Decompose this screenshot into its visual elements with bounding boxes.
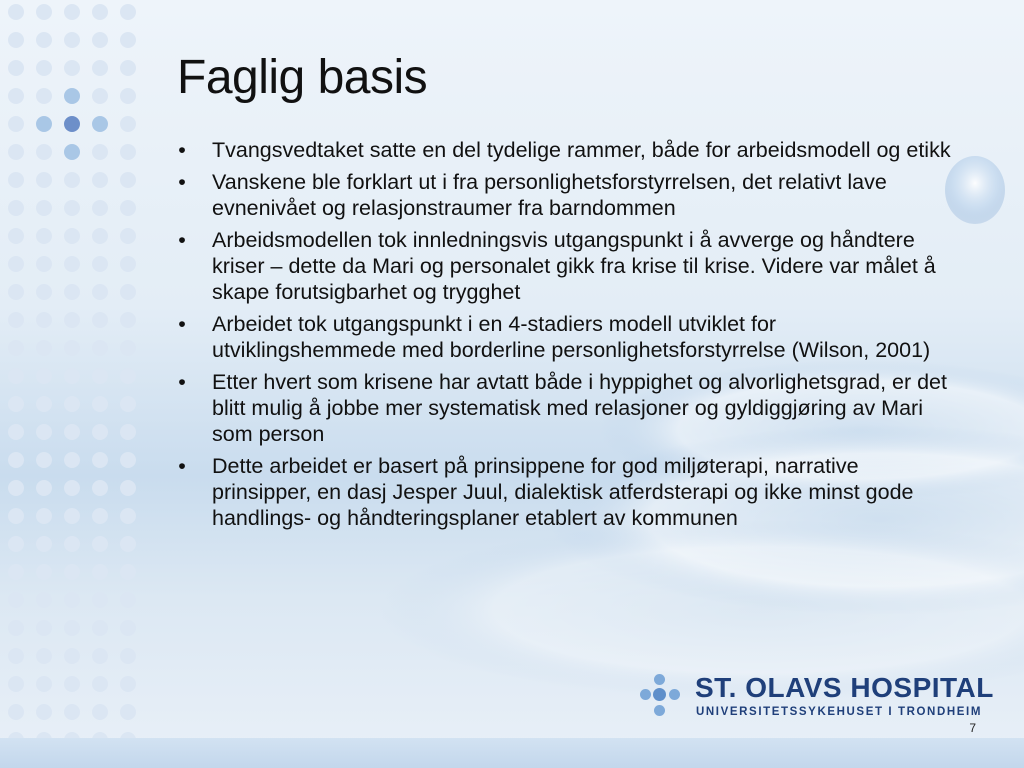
decorative-dot xyxy=(8,536,24,552)
decorative-dot xyxy=(64,88,80,104)
bullet-item xyxy=(172,453,962,531)
decorative-dot xyxy=(64,144,80,160)
decorative-dot xyxy=(120,648,136,664)
decorative-dot xyxy=(92,452,108,468)
decorative-dot xyxy=(64,592,80,608)
decorative-dot xyxy=(8,424,24,440)
decorative-dot xyxy=(120,508,136,524)
decorative-dot xyxy=(92,172,108,188)
bullet-symbol: • xyxy=(178,370,186,394)
decorative-dot xyxy=(36,88,52,104)
bullet-symbol: • xyxy=(178,228,186,252)
footer-bar xyxy=(0,738,1024,768)
decorative-dot xyxy=(64,4,80,20)
decorative-dot xyxy=(92,396,108,412)
bullet-text: Etter hvert som krisene har avtatt både i hyppighet og alvorlighetsgrad, er det blitt mulig å jobbe mer systematisk med relasjoner og gyldiggjøring av Mari som person xyxy=(212,370,947,446)
decorative-dot xyxy=(64,368,80,384)
decorative-dot xyxy=(92,312,108,328)
decorative-dot xyxy=(8,704,24,720)
decorative-dot xyxy=(92,368,108,384)
bullet-symbol: • xyxy=(178,138,186,162)
decorative-dot xyxy=(64,256,80,272)
decorative-dot xyxy=(8,396,24,412)
decorative-dot xyxy=(36,536,52,552)
bullet-text: Arbeidet tok utgangspunkt i en 4-stadiers modell utviklet for utviklingshemmede med borderline personlighetsforstyrrelse (Wilson, 2001) xyxy=(212,312,931,362)
decorative-dot xyxy=(120,564,136,580)
logo-dot-icon xyxy=(640,689,651,700)
decorative-dot xyxy=(8,116,24,132)
decorative-dot xyxy=(36,676,52,692)
decorative-dot xyxy=(92,256,108,272)
bullet-item xyxy=(172,369,962,447)
decorative-dot xyxy=(36,648,52,664)
decorative-dot xyxy=(8,256,24,272)
decorative-dot xyxy=(64,452,80,468)
decorative-dot xyxy=(36,200,52,216)
logo-dot-icon xyxy=(653,688,666,701)
decorative-dot xyxy=(36,452,52,468)
decorative-dot xyxy=(92,60,108,76)
decorative-dot xyxy=(8,648,24,664)
bullet-symbol: • xyxy=(178,454,186,478)
logo-subtitle: UNIVERSITETSSYKEHUSET I TRONDHEIM xyxy=(696,706,983,718)
decorative-dot xyxy=(92,536,108,552)
decorative-dot xyxy=(120,284,136,300)
decorative-dot xyxy=(36,564,52,580)
decorative-dot xyxy=(64,536,80,552)
decorative-dot xyxy=(36,256,52,272)
decorative-dot xyxy=(120,116,136,132)
decorative-dot xyxy=(64,116,80,132)
decorative-dot xyxy=(8,32,24,48)
logo-dot-icon xyxy=(654,705,665,716)
decorative-dot xyxy=(36,508,52,524)
decorative-dot xyxy=(36,144,52,160)
decorative-dot xyxy=(92,676,108,692)
decorative-dot xyxy=(64,480,80,496)
decorative-dot xyxy=(8,228,24,244)
decorative-dot xyxy=(64,508,80,524)
decorative-dot xyxy=(64,200,80,216)
decorative-dot xyxy=(120,172,136,188)
decorative-dot xyxy=(64,676,80,692)
decorative-dot xyxy=(64,648,80,664)
decorative-dot xyxy=(92,340,108,356)
bullet-text: Vanskene ble forklart ut i fra personlighetsforstyrrelsen, det relativt lave evnenivået og relasjonstraumer fra barndommen xyxy=(212,170,887,220)
decorative-dot xyxy=(120,340,136,356)
decorative-dot xyxy=(120,4,136,20)
bullet-symbol: • xyxy=(178,312,186,336)
decorative-dot xyxy=(36,396,52,412)
decorative-dot xyxy=(120,704,136,720)
page-number: 7 xyxy=(969,721,976,735)
decorative-dot xyxy=(64,620,80,636)
decorative-dot xyxy=(120,88,136,104)
decorative-dot xyxy=(120,32,136,48)
bullet-text: Arbeidsmodellen tok innledningsvis utgangspunkt i å avverge og håndtere kriser – dette da Mari og personalet gikk fra krise til krise. Videre var målet å skape forutsigbarhet og trygghet xyxy=(212,228,936,304)
decorative-dot xyxy=(36,4,52,20)
decorative-dot xyxy=(92,200,108,216)
decorative-dot xyxy=(8,144,24,160)
decorative-dot xyxy=(8,676,24,692)
decorative-dot xyxy=(8,4,24,20)
decorative-dot xyxy=(64,284,80,300)
decorative-dot xyxy=(92,508,108,524)
decorative-dot xyxy=(36,340,52,356)
decorative-dot xyxy=(64,228,80,244)
decorative-dot xyxy=(36,228,52,244)
decorative-dot xyxy=(120,592,136,608)
hospital-logo xyxy=(638,672,994,722)
decorative-dot xyxy=(8,592,24,608)
decorative-dot xyxy=(64,340,80,356)
decorative-dot xyxy=(36,704,52,720)
decorative-dot xyxy=(36,116,52,132)
decorative-dot xyxy=(8,564,24,580)
decorative-dot xyxy=(120,200,136,216)
decorative-dot xyxy=(36,284,52,300)
decorative-dot xyxy=(8,88,24,104)
decorative-dot xyxy=(8,60,24,76)
bullet-item xyxy=(172,137,962,163)
decorative-dot xyxy=(92,564,108,580)
decorative-dot xyxy=(36,480,52,496)
decorative-dot xyxy=(120,312,136,328)
decorative-dot xyxy=(8,340,24,356)
decorative-dot xyxy=(64,312,80,328)
decorative-dot xyxy=(8,508,24,524)
decorative-dot xyxy=(92,4,108,20)
logo-dot-icon xyxy=(669,689,680,700)
bullet-text: Dette arbeidet er basert på prinsippene for god miljøterapi, narrative prinsipper, en dasj Jesper Juul, dialektisk atferdsterapi og ikke minst gode handlings- og håndteringsplaner etablert av kommunen xyxy=(212,454,914,530)
decorative-dot xyxy=(36,312,52,328)
decorative-dot xyxy=(64,704,80,720)
decorative-dot xyxy=(92,620,108,636)
decorative-dot xyxy=(120,452,136,468)
bullet-item xyxy=(172,227,962,305)
decorative-dot xyxy=(120,480,136,496)
decorative-dot xyxy=(8,200,24,216)
logo-dot-icon xyxy=(654,674,665,685)
decorative-dot xyxy=(120,536,136,552)
decorative-dot xyxy=(64,396,80,412)
decorative-dot xyxy=(92,88,108,104)
bullet-symbol: • xyxy=(178,170,186,194)
logo-name: ST. OLAVS HOSPITAL xyxy=(695,672,994,703)
decorative-dot xyxy=(92,284,108,300)
decorative-dot xyxy=(8,368,24,384)
decorative-dot xyxy=(120,228,136,244)
decorative-dot xyxy=(8,312,24,328)
decorative-dot xyxy=(92,32,108,48)
decorative-dot xyxy=(36,424,52,440)
decorative-dot xyxy=(92,116,108,132)
decorative-dot xyxy=(120,620,136,636)
decorative-dot xyxy=(64,424,80,440)
decorative-dot xyxy=(120,676,136,692)
decorative-dot xyxy=(36,620,52,636)
decorative-dot xyxy=(8,620,24,636)
decorative-dot xyxy=(8,452,24,468)
decorative-dot xyxy=(36,32,52,48)
decorative-dot xyxy=(120,424,136,440)
decorative-dot xyxy=(120,144,136,160)
decorative-dot xyxy=(92,592,108,608)
decorative-dot xyxy=(120,396,136,412)
decorative-dot xyxy=(92,424,108,440)
decorative-dot xyxy=(8,284,24,300)
bullet-item xyxy=(172,311,962,363)
decorative-dot xyxy=(36,172,52,188)
bullet-item xyxy=(172,169,962,221)
decorative-dot-grid xyxy=(8,4,140,744)
bullet-text: Tvangsvedtaket satte en del tydelige rammer, både for arbeidsmodell og etikk xyxy=(212,138,951,162)
decorative-dot xyxy=(36,60,52,76)
decorative-dot xyxy=(120,256,136,272)
decorative-dot xyxy=(8,480,24,496)
slide-title: Faglig basis xyxy=(177,51,428,104)
decorative-dot xyxy=(92,228,108,244)
decorative-dot xyxy=(64,60,80,76)
decorative-dot xyxy=(36,368,52,384)
decorative-dot xyxy=(120,368,136,384)
decorative-dot xyxy=(120,60,136,76)
decorative-dot xyxy=(92,480,108,496)
decorative-dot xyxy=(64,32,80,48)
decorative-dot xyxy=(64,172,80,188)
decorative-dot xyxy=(92,648,108,664)
decorative-dot xyxy=(92,704,108,720)
decorative-dot xyxy=(8,172,24,188)
decorative-dot xyxy=(92,144,108,160)
decorative-dot xyxy=(64,564,80,580)
bullet-list xyxy=(172,137,962,537)
decorative-dot xyxy=(36,592,52,608)
